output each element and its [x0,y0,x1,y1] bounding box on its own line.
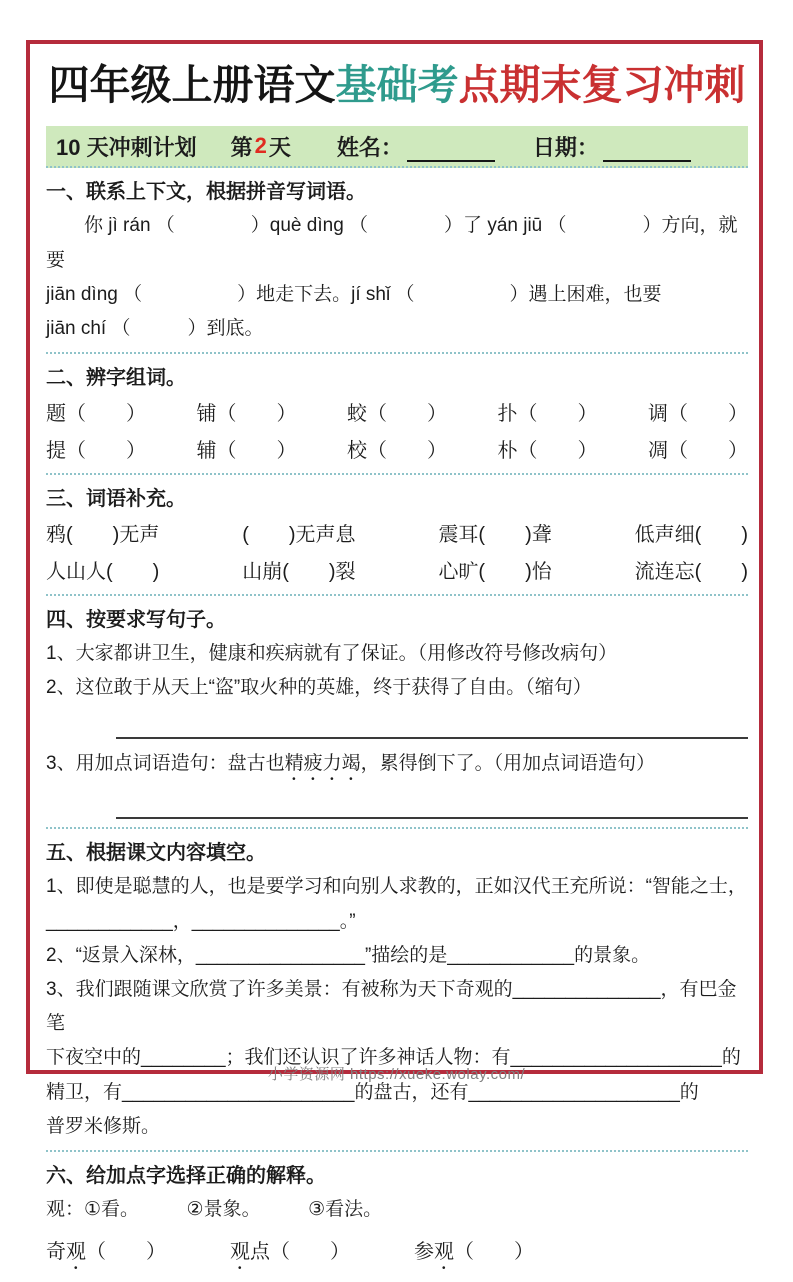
section-4-heading: 四、按要求写句子。 [46,609,226,632]
idiom-cell: 心旷( )怡 [438,561,552,584]
word-part: （ ） [454,1241,534,1264]
answer-line [116,737,748,739]
section-5-item-1-line-1: 1、即使是聪慧的人，也是要学习和向别人求教的，正如汉代王充所说：“智能之士， [46,876,747,898]
section-5-item-1-line-2: ____________，______________。” [46,910,356,932]
section-1-heading: 一、联系上下文，根据拼音写词语。 [46,181,366,204]
word-part: （ ） [86,1241,166,1264]
idiom-cell: 震耳( )聋 [438,524,552,547]
section-5-heading: 五、根据课文内容填空。 [46,842,266,865]
name-label: 姓名： [336,134,403,160]
section-5-item-3-line-3: 精卫，有______________________的盘古，还有____________________的 [46,1081,699,1103]
section-5-item-2: 2、“返景入深林，________________”描绘的是____________的景象。 [46,944,651,966]
section-separator [46,827,748,829]
word-qiguan [46,1235,166,1274]
page-title-grade: 四年级上册语文 [48,62,336,108]
dotted-char: 观 [66,1241,86,1264]
section-separator [46,1150,748,1152]
idiom-cell: 人山人( ) [46,561,160,584]
plan-banner [46,126,748,168]
section-1-line-1: 你 jì rán （ ）què dìng （ ）了 yán jiū （ ）方向，就要 [46,215,738,271]
idiom-cell: 流连忘( ) [634,561,748,584]
section-2-row-1 [46,398,748,430]
day-suffix: 天 [268,134,291,160]
section-6-heading: 六、给加点字选择正确的解释。 [46,1164,326,1187]
item-3-dotted-phrase: 精疲力竭 [284,753,361,775]
item-3-prefix: 3、用加点词语造句：盘古也 [46,753,285,775]
section-3-heading: 三、词语补充。 [46,488,186,511]
page-title-basics: 基础考 [335,62,459,108]
section-2-row-2 [46,435,748,467]
section-2-heading: 二、辨字组词。 [46,367,186,390]
date-label: 日期： [532,134,599,160]
idiom-cell: 低声细( ) [634,524,748,547]
section-2 [46,364,748,467]
word-cell: 铺（ ） [196,403,297,426]
footer-source-url: 小学资源网 https://xueke.wolay.com/ [267,1066,526,1083]
word-canguan [414,1235,534,1274]
idiom-cell: 山崩( )裂 [242,561,356,584]
answer-line [116,817,748,819]
word-cell: 扑（ ） [497,403,598,426]
word-cell: 提（ ） [46,440,146,463]
name-blank [407,140,495,162]
word-cell: 校（ ） [347,440,447,463]
section-5-item-3-line-4: 普罗米修斯。 [46,1115,161,1137]
word-cell: 蛟（ ） [347,403,447,426]
word-cell: 题（ ） [46,403,146,426]
section-1-line-3: jiān chí （ ）到底。 [46,317,264,339]
section-separator [46,594,748,596]
section-6-words [46,1235,748,1274]
dotted-char: 观 [434,1241,454,1264]
date-group [533,131,691,162]
word-cell: 朴（ ） [497,440,598,463]
name-group [337,131,495,162]
section-separator [46,473,748,475]
page-title-final-review: 点期末复习冲刺 [458,62,746,108]
section-6-definitions: 观：①看。 ②景象。 ③看法。 [46,1198,383,1220]
section-4-item-1: 1、大家都讲卫生，健康和疾病就有了保证。（用修改符号修改病句） [46,643,618,665]
section-1 [46,178,748,346]
section-4 [46,606,748,819]
section-1-line-2: jiān dìng （ ）地走下去。jí shǐ （ ）遇上困难，也要 [46,283,662,305]
word-cell: 调（ ） [648,403,748,426]
word-cell: 辅（ ） [196,440,297,463]
word-part: 奇 [46,1241,66,1264]
idiom-cell: ( )无声息 [242,524,356,547]
section-3-row-2 [46,556,748,588]
word-part: 点（ ） [250,1241,350,1264]
section-5 [46,839,748,1144]
section-3-row-1 [46,519,748,551]
idiom-cell: 鸦( )无声 [46,524,160,547]
word-guandian [230,1235,350,1274]
item-3-suffix: ，累得倒下了。（用加点词语造句） [360,753,656,775]
section-4-item-3 [46,747,748,785]
word-cell: 凋（ ） [648,440,748,463]
section-4-item-2: 2、这位敢于从天上“盗”取火种的英雄，终于获得了自由。（缩句） [46,677,592,699]
section-5-item-3-line-2: 下夜空中的________；我们还认识了许多神话人物：有____________________的 [46,1047,741,1069]
dotted-char: 观 [230,1241,250,1264]
section-6 [46,1162,748,1274]
worksheet-content [46,54,748,1282]
page-title [46,58,748,113]
day-number: 2 [254,133,267,159]
plan-label: 10 天冲刺计划 [56,134,197,160]
section-separator [46,352,748,354]
section-5-item-3-line-1: 3、我们跟随课文欣赏了许多美景：有被称为天下奇观的______________，有巴金笔 [46,979,737,1035]
section-3 [46,485,748,588]
date-blank [603,140,691,162]
day-prefix: 第 [230,134,253,160]
word-part: 参 [414,1241,434,1264]
